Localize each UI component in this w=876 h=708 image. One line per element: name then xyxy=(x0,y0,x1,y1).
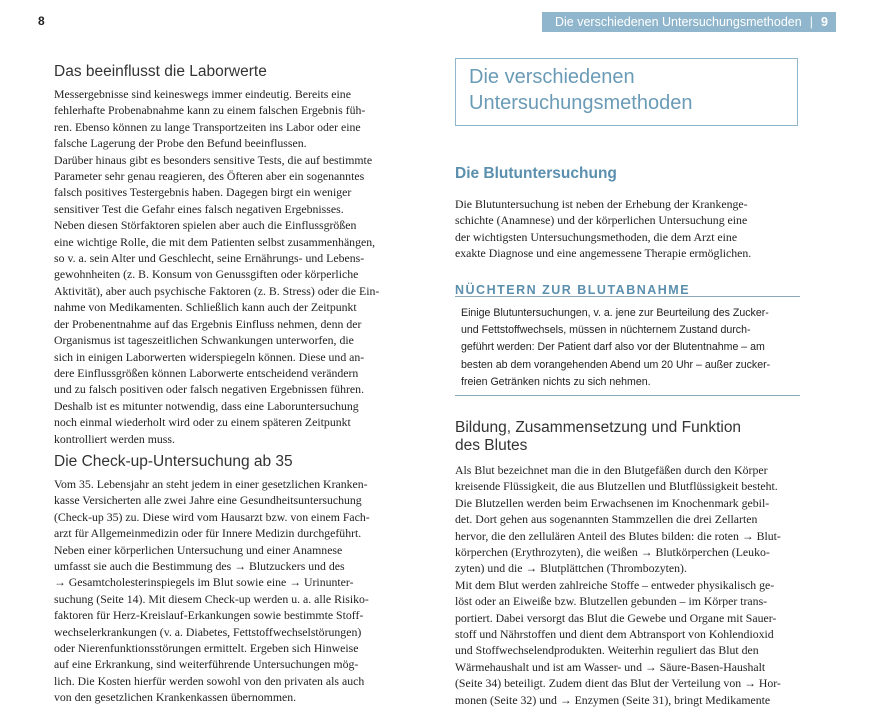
hint-divider-top xyxy=(455,296,800,297)
chapter-title-line1: Die verschiedenen xyxy=(469,66,635,88)
section-title-laborwerte: Das beeinflusst die Laborwerte xyxy=(54,63,267,80)
running-title: Die verschiedenen Untersuchungsmethoden xyxy=(555,15,802,29)
hint-divider-bottom xyxy=(455,395,800,396)
chapter-title-box xyxy=(455,58,798,126)
right-page-number: 9 xyxy=(820,15,828,29)
section-title-blut-line2: des Blutes xyxy=(455,437,528,454)
section-title-blut-line1: Bildung, Zusammensetzung und Funktion xyxy=(455,419,742,436)
header-separator: | xyxy=(809,15,813,29)
left-page-number: 8 xyxy=(38,14,45,28)
section-text-checkup: Vom 35. Lebensjahr an steht jedem in einer gesetzlichen Kranken- kasse Versicherten alle zwei Jahre eine Gesundheitsuntersuchung (Check-up 35) zu. Diese wird vom Hausarzt bzw. von einem Fach- arzt für Allgemeinmedizin oder für Innere Medizin durchgeführt. Neben einer körperlichen Untersuchung und einer Anamnese umfasst sie auch die Bestimmung des → Blutzuckers und des → Gesamtcholesterinspiegels im Blut sowie eine → Urinunter- suchung (Seite 14). Mit diesem Check-up werden u. a. alle Risiko- faktoren für Herz-Kreislauf-Erkankungen sowie bestimmte Stoff- wechselerkrankungen (v. a. Diabetes, Fettstoffwechselstörungen) oder Nierenfunktionsstörungen ermittelt. Ergeben sich Hinweise auf eine Erkrankung, sind weiterführende Untersuchungen mög- lich. Die Kosten hierfür werden sowohl von den privaten als auch von den gesetzlichen Krankenkassen übernommen. xyxy=(54,477,370,705)
section-title-checkup: Die Check-up-Untersuchung ab 35 xyxy=(54,453,293,470)
section-title-blutuntersuchung: Die Blutuntersuchung xyxy=(455,165,617,182)
hint-text: Einige Blutuntersuchungen, v. a. jene zur Beurteilung des Zucker- und Fettstoffwechsels, müssen in nüchternem Zustand durch- geführt werden: Der Patient darf also vor der Blutentnahme – am besten ab dem vorangehenden Abend um 20 Uhr – außer zucker- freien Getränken nichts zu sich nehmen. xyxy=(461,307,771,388)
chapter-title-line2: Untersuchungsmethoden xyxy=(469,92,693,114)
running-header xyxy=(542,12,836,32)
section-text-blut: Als Blut bezeichnet man die in den Blutgefäßen durch den Körper kreisende Flüssigkeit, die aus Blutzellen und Blutflüssigkeit besteht. Die Blutzellen werden beim Erwachsenen im Knochenmark gebil- det. Dort gehen aus sogenannten Stammzellen die drei Zellarten hervor, die den zellulären Anteil des Blutes bilden: die roten → Blut- körperchen (Erythrozyten), die weißen → Blutkörperchen (Leuko- zyten) und die → Blutplättchen (Thrombozyten). Mit dem Blut werden zahlreiche Stoffe – entweder physikalisch ge- löst oder an Eiweiße bzw. Blutzellen gebunden – im Körper trans- portiert. Dabei versorgt das Blut die Gewebe und Organe mit Sauer- stoff und Nährstoffen und dient dem Abtransport von Kohlendioxid und Stoffwechselendprodukten. Weiterhin reguliert das Blut den Wärmehaushalt und ist am Wasser- und → Säure-Basen-Haushalt (Seite 34) beteiligt. Zudem dient das Blut der Verteilung von → Hor- monen (Seite 32) und → Enzymen (Seite 31), bringt Medikamente xyxy=(455,463,781,707)
section-text-laborwerte: Messergebnisse sind keineswegs immer eindeutig. Bereits eine fehlerhafte Probenabnahme kann zu einem falschen Ergebnis füh- ren. Ebenso können zu lange Transportzeiten ins Labor oder eine falsche Lagerung der Probe den Befund beeinflussen. Darüber hinaus gibt es besonders sensitive Tests, die auf bestimmte Parameter sehr genau reagieren, des Öfteren aber ein sogenanntes falsch positives Testergebnis haben. Dagegen birgt ein weniger sensitiver Test die Gefahr eines falsch negativen Ergebnisses. Neben diesen Störfaktoren spielen aber auch die Einflussgrößen eine wichtige Rolle, die mit dem Patienten selbst zusammenhängen, so v. a. sein Alter und Geschlecht, seine Ernährungs- und Lebens- gewohnheiten (z. B. Konsum von Genussgiften oder körperliche Aktivität), aber auch psychische Faktoren (z. B. Stress) oder die Ein- nahme von Medikamenten. Schließlich kann auch der Zeitpunkt der Probenentnahme auf das Ergebnis Einfluss nehmen, denn der Organismus ist tageszeitlichen Schwankungen unterworfen, die sich in einigen Laborwerten widerspiegeln können. Diese und an- dere Einflussgrößen können Laborwerte entscheidend verändern und zu falsch positiven oder falsch negativen Ergebnissen führen. Deshalb ist es mitunter notwendig, dass eine Laboruntersuchung noch einmal wiederholt wird oder zu einem späteren Zeitpunkt kontrolliert werden muss. xyxy=(54,87,380,446)
section-text-blutuntersuchung: Die Blutuntersuchung ist neben der Erhebung der Krankenge- schichte (Anamnese) und der körperlichen Untersuchung eine der wichtigsten Untersuchungsmethoden, die dem Arzt eine exakte Diagnose und eine angemessene Therapie ermöglichen. xyxy=(455,197,752,261)
hint-title: NÜCHTERN ZUR BLUTABNAHME xyxy=(455,283,691,297)
